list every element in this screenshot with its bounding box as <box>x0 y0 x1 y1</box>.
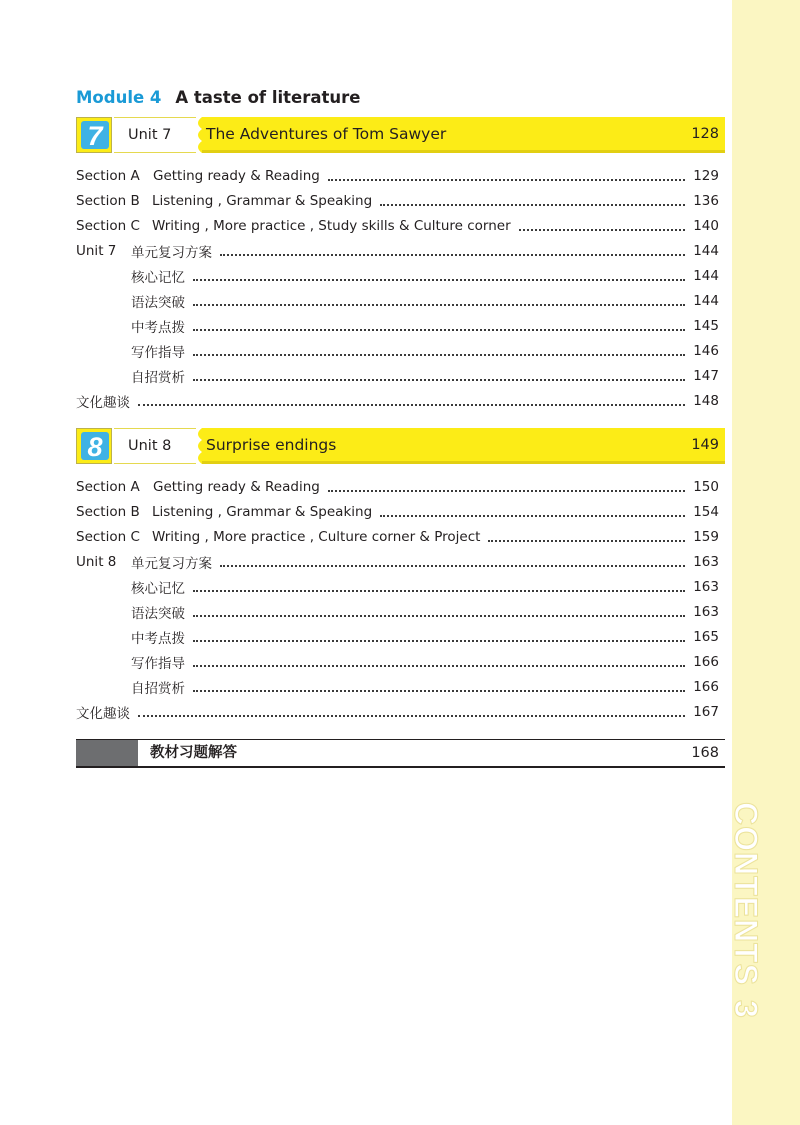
entry-title: Getting ready & Reading <box>153 479 320 495</box>
entry-title: 中考点拨 <box>131 631 185 647</box>
toc-entry[interactable] <box>76 265 719 287</box>
unit-page: 128 <box>691 126 719 142</box>
entry-title: Listening , Grammar & Speaking <box>152 504 373 520</box>
dot-leader <box>193 278 685 281</box>
entry-page: 166 <box>693 654 719 670</box>
toc-entry[interactable] <box>76 165 719 187</box>
entry-title: Writing , More practice , Study skills & Culture corner <box>152 218 511 234</box>
dot-leader <box>380 203 685 206</box>
toc-entry[interactable] <box>76 340 719 362</box>
side-contents-label: CONTENTS <box>728 802 764 986</box>
entry-title: 核心记忆 <box>131 581 185 597</box>
entry-title: 文化趣谈 <box>76 706 130 722</box>
entry-title: 中考点拨 <box>131 320 185 336</box>
entry-title: 写作指导 <box>131 345 185 361</box>
entry-title: 写作指导 <box>131 656 185 672</box>
dot-leader <box>328 489 685 492</box>
toc-entry[interactable] <box>76 315 719 337</box>
toc-entry[interactable] <box>76 551 719 573</box>
entry-lead: Section A <box>76 479 140 495</box>
entry-page: 163 <box>693 604 719 620</box>
entry-lead: Unit 7 <box>76 243 117 259</box>
entry-lead: Section B <box>76 504 140 520</box>
entry-title: 语法突破 <box>131 295 185 311</box>
answers-label: 教材习题解答 <box>150 745 237 761</box>
entry-title: 核心记忆 <box>131 270 185 286</box>
dot-leader <box>380 514 685 517</box>
entry-page: 159 <box>693 529 719 545</box>
unit-number-badge: 8 <box>81 432 109 460</box>
entry-page: 144 <box>693 243 719 259</box>
entry-lead: Section C <box>76 218 140 234</box>
unit-label: Unit 7 <box>128 127 172 143</box>
toc-entry[interactable] <box>76 240 719 262</box>
dot-leader <box>193 378 685 381</box>
toc-entry[interactable] <box>76 676 719 698</box>
entry-page: 129 <box>693 168 719 184</box>
toc-entry[interactable] <box>76 601 719 623</box>
entry-page: 148 <box>693 393 719 409</box>
toc-entry[interactable] <box>76 215 719 237</box>
dot-leader <box>220 253 685 256</box>
entry-page: 163 <box>693 579 719 595</box>
entry-page: 166 <box>693 679 719 695</box>
module-title <box>76 88 360 112</box>
toc-entry[interactable] <box>76 526 719 548</box>
dot-leader <box>193 664 685 667</box>
dot-leader <box>193 353 685 356</box>
dot-leader <box>220 564 685 567</box>
dot-leader <box>488 539 685 542</box>
unit-page: 149 <box>691 437 719 453</box>
entry-page: 136 <box>693 193 719 209</box>
entry-page: 165 <box>693 629 719 645</box>
toc-entry[interactable] <box>76 626 719 648</box>
dot-leader <box>138 403 685 406</box>
toc-entry[interactable] <box>76 576 719 598</box>
answers-page: 168 <box>691 745 719 761</box>
entry-lead: Section A <box>76 168 140 184</box>
entry-title: Listening , Grammar & Speaking <box>152 193 373 209</box>
entry-page: 150 <box>693 479 719 495</box>
entry-page: 140 <box>693 218 719 234</box>
entry-title: 文化趣谈 <box>76 395 130 411</box>
entry-title: 单元复习方案 <box>131 556 212 572</box>
toc-entry[interactable] <box>76 501 719 523</box>
answers-header[interactable] <box>76 739 725 768</box>
entry-lead: Section C <box>76 529 140 545</box>
toc-entry[interactable] <box>76 390 719 412</box>
dot-leader <box>193 303 685 306</box>
entry-title: Getting ready & Reading <box>153 168 320 184</box>
entry-lead: Section B <box>76 193 140 209</box>
answers-gray-block <box>76 740 138 766</box>
dot-leader <box>193 328 685 331</box>
entry-page: 147 <box>693 368 719 384</box>
toc-entry[interactable] <box>76 290 719 312</box>
entry-page: 146 <box>693 343 719 359</box>
unit-badge <box>76 117 112 153</box>
dot-leader <box>328 178 685 181</box>
entry-title: Writing , More practice , Culture corner & Project <box>152 529 481 545</box>
dot-leader <box>193 589 685 592</box>
unit-header-7[interactable] <box>76 117 725 153</box>
toc-entry[interactable] <box>76 651 719 673</box>
entry-page: 163 <box>693 554 719 570</box>
entry-page: 144 <box>693 293 719 309</box>
entry-page: 144 <box>693 268 719 284</box>
unit-number-badge: 7 <box>81 121 109 149</box>
unit-badge <box>76 428 112 464</box>
entry-page: 167 <box>693 704 719 720</box>
module-name: A taste of literature <box>175 88 361 107</box>
entry-page: 154 <box>693 504 719 520</box>
module-number: Module 4 <box>76 88 162 107</box>
dot-leader <box>193 689 685 692</box>
toc-entry[interactable] <box>76 190 719 212</box>
entry-page: 145 <box>693 318 719 334</box>
unit-title: The Adventures of Tom Sawyer <box>206 125 447 143</box>
unit-header-8[interactable] <box>76 428 725 464</box>
unit-title: Surprise endings <box>206 436 337 454</box>
toc-entry[interactable] <box>76 701 719 723</box>
entry-title: 自招赏析 <box>131 370 185 386</box>
entry-title: 自招赏析 <box>131 681 185 697</box>
toc-entry[interactable] <box>76 365 719 387</box>
dot-leader <box>193 639 685 642</box>
entry-title: 语法突破 <box>131 606 185 622</box>
entry-lead: Unit 8 <box>76 554 117 570</box>
side-page-number: 3 <box>728 1000 764 1019</box>
dot-leader <box>193 614 685 617</box>
dot-leader <box>519 228 686 231</box>
dot-leader <box>138 714 685 717</box>
unit-label: Unit 8 <box>128 438 172 454</box>
toc-entry[interactable] <box>76 476 719 498</box>
entry-title: 单元复习方案 <box>131 245 212 261</box>
